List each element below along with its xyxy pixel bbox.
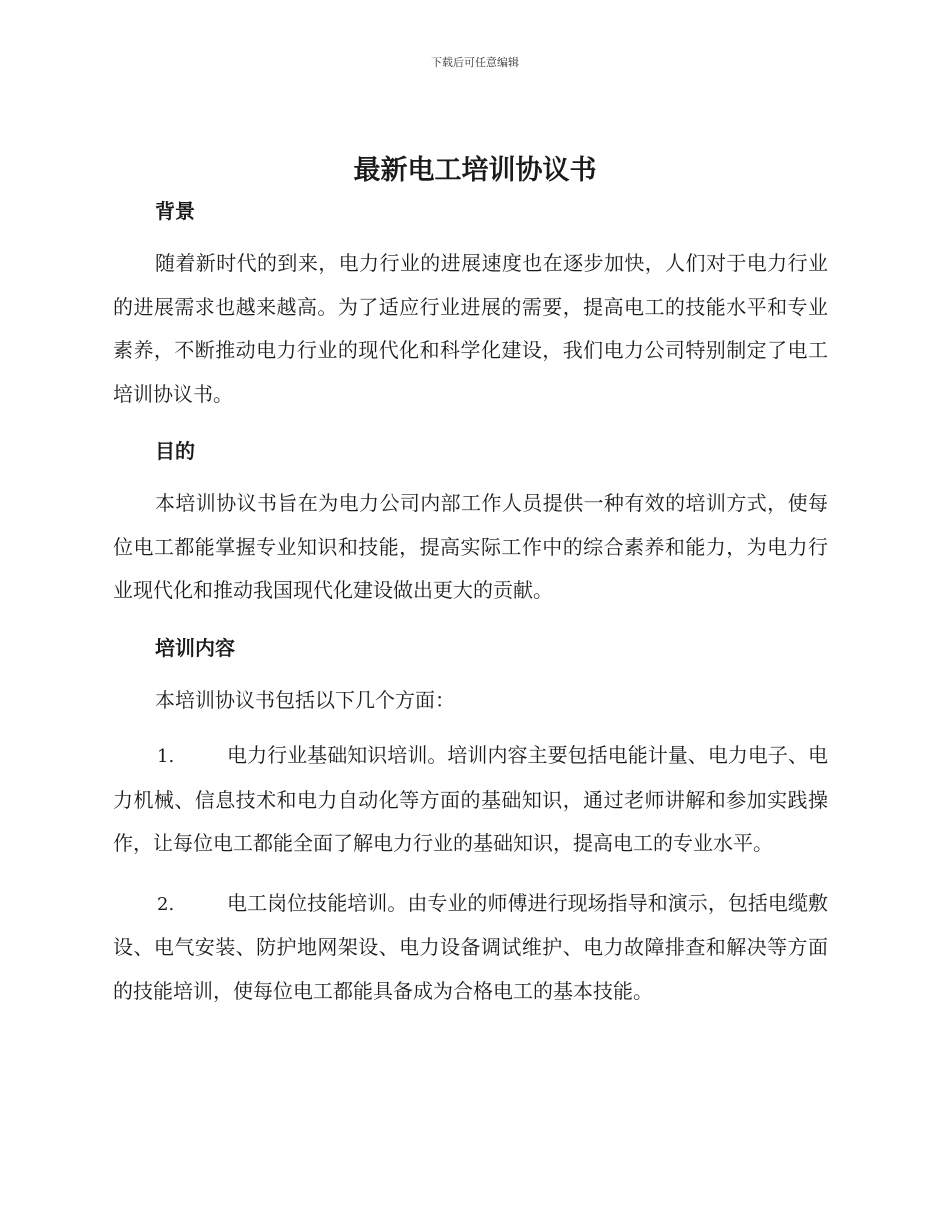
section-background: [113, 192, 828, 416]
section-heading-purpose: 目的: [155, 439, 195, 463]
paragraph-background: 随着新时代的到来，电力行业的进展速度也在逐步加快，人们对于电力行业的进展需求也越来越高。为了适应行业进展的需要，提高电工的技能水平和专业素养，不断推动电力行业的现代化和科学化建设，我们电力公司特别制定了电工培训协议书。: [113, 251, 828, 406]
section-heading-background: 背景: [155, 199, 195, 223]
list-item-text: 电力行业基础知识培训。培训内容主要包括电能计量、电力电子、电力机械、信息技术和电力自动化等方面的基础知识，通过老师讲解和参加实践操作，让每位电工都能全面了解电力行业的基础知识，提高电工的专业水平。: [113, 743, 828, 855]
document-body: [113, 192, 828, 1013]
list-item: [113, 882, 828, 1014]
section-training-content: [113, 629, 828, 1014]
section-heading-training-content: 培训内容: [155, 635, 235, 660]
list-item: [113, 734, 828, 866]
list-item-number: 2.: [157, 893, 175, 915]
list-item-number: 1.: [157, 746, 175, 767]
document-title: 最新电工培训协议书: [353, 155, 597, 186]
paragraph-purpose: 本培训协议书旨在为电力公司内部工作人员提供一种有效的培训方式，使每位电工都能掌握专业知识和技能，提高实际工作中的综合素养和能力，为电力行业现代化和推动我国现代化建设做出更大的贡献。: [113, 491, 828, 602]
header-note: 下载后可任意编辑: [431, 56, 519, 69]
section-purpose: [113, 432, 828, 613]
paragraph-training-intro: 本培训协议书包括以下几个方面：: [155, 687, 455, 712]
list-item-text: 电工岗位技能培训。由专业的师傅进行现场指导和演示，包括电缆敷设、电气安装、防护地网架设、电力设备调试维护、电力故障排查和解决等方面的技能培训，使每位电工都能具备成为合格电工的基本技能。: [113, 890, 828, 1003]
